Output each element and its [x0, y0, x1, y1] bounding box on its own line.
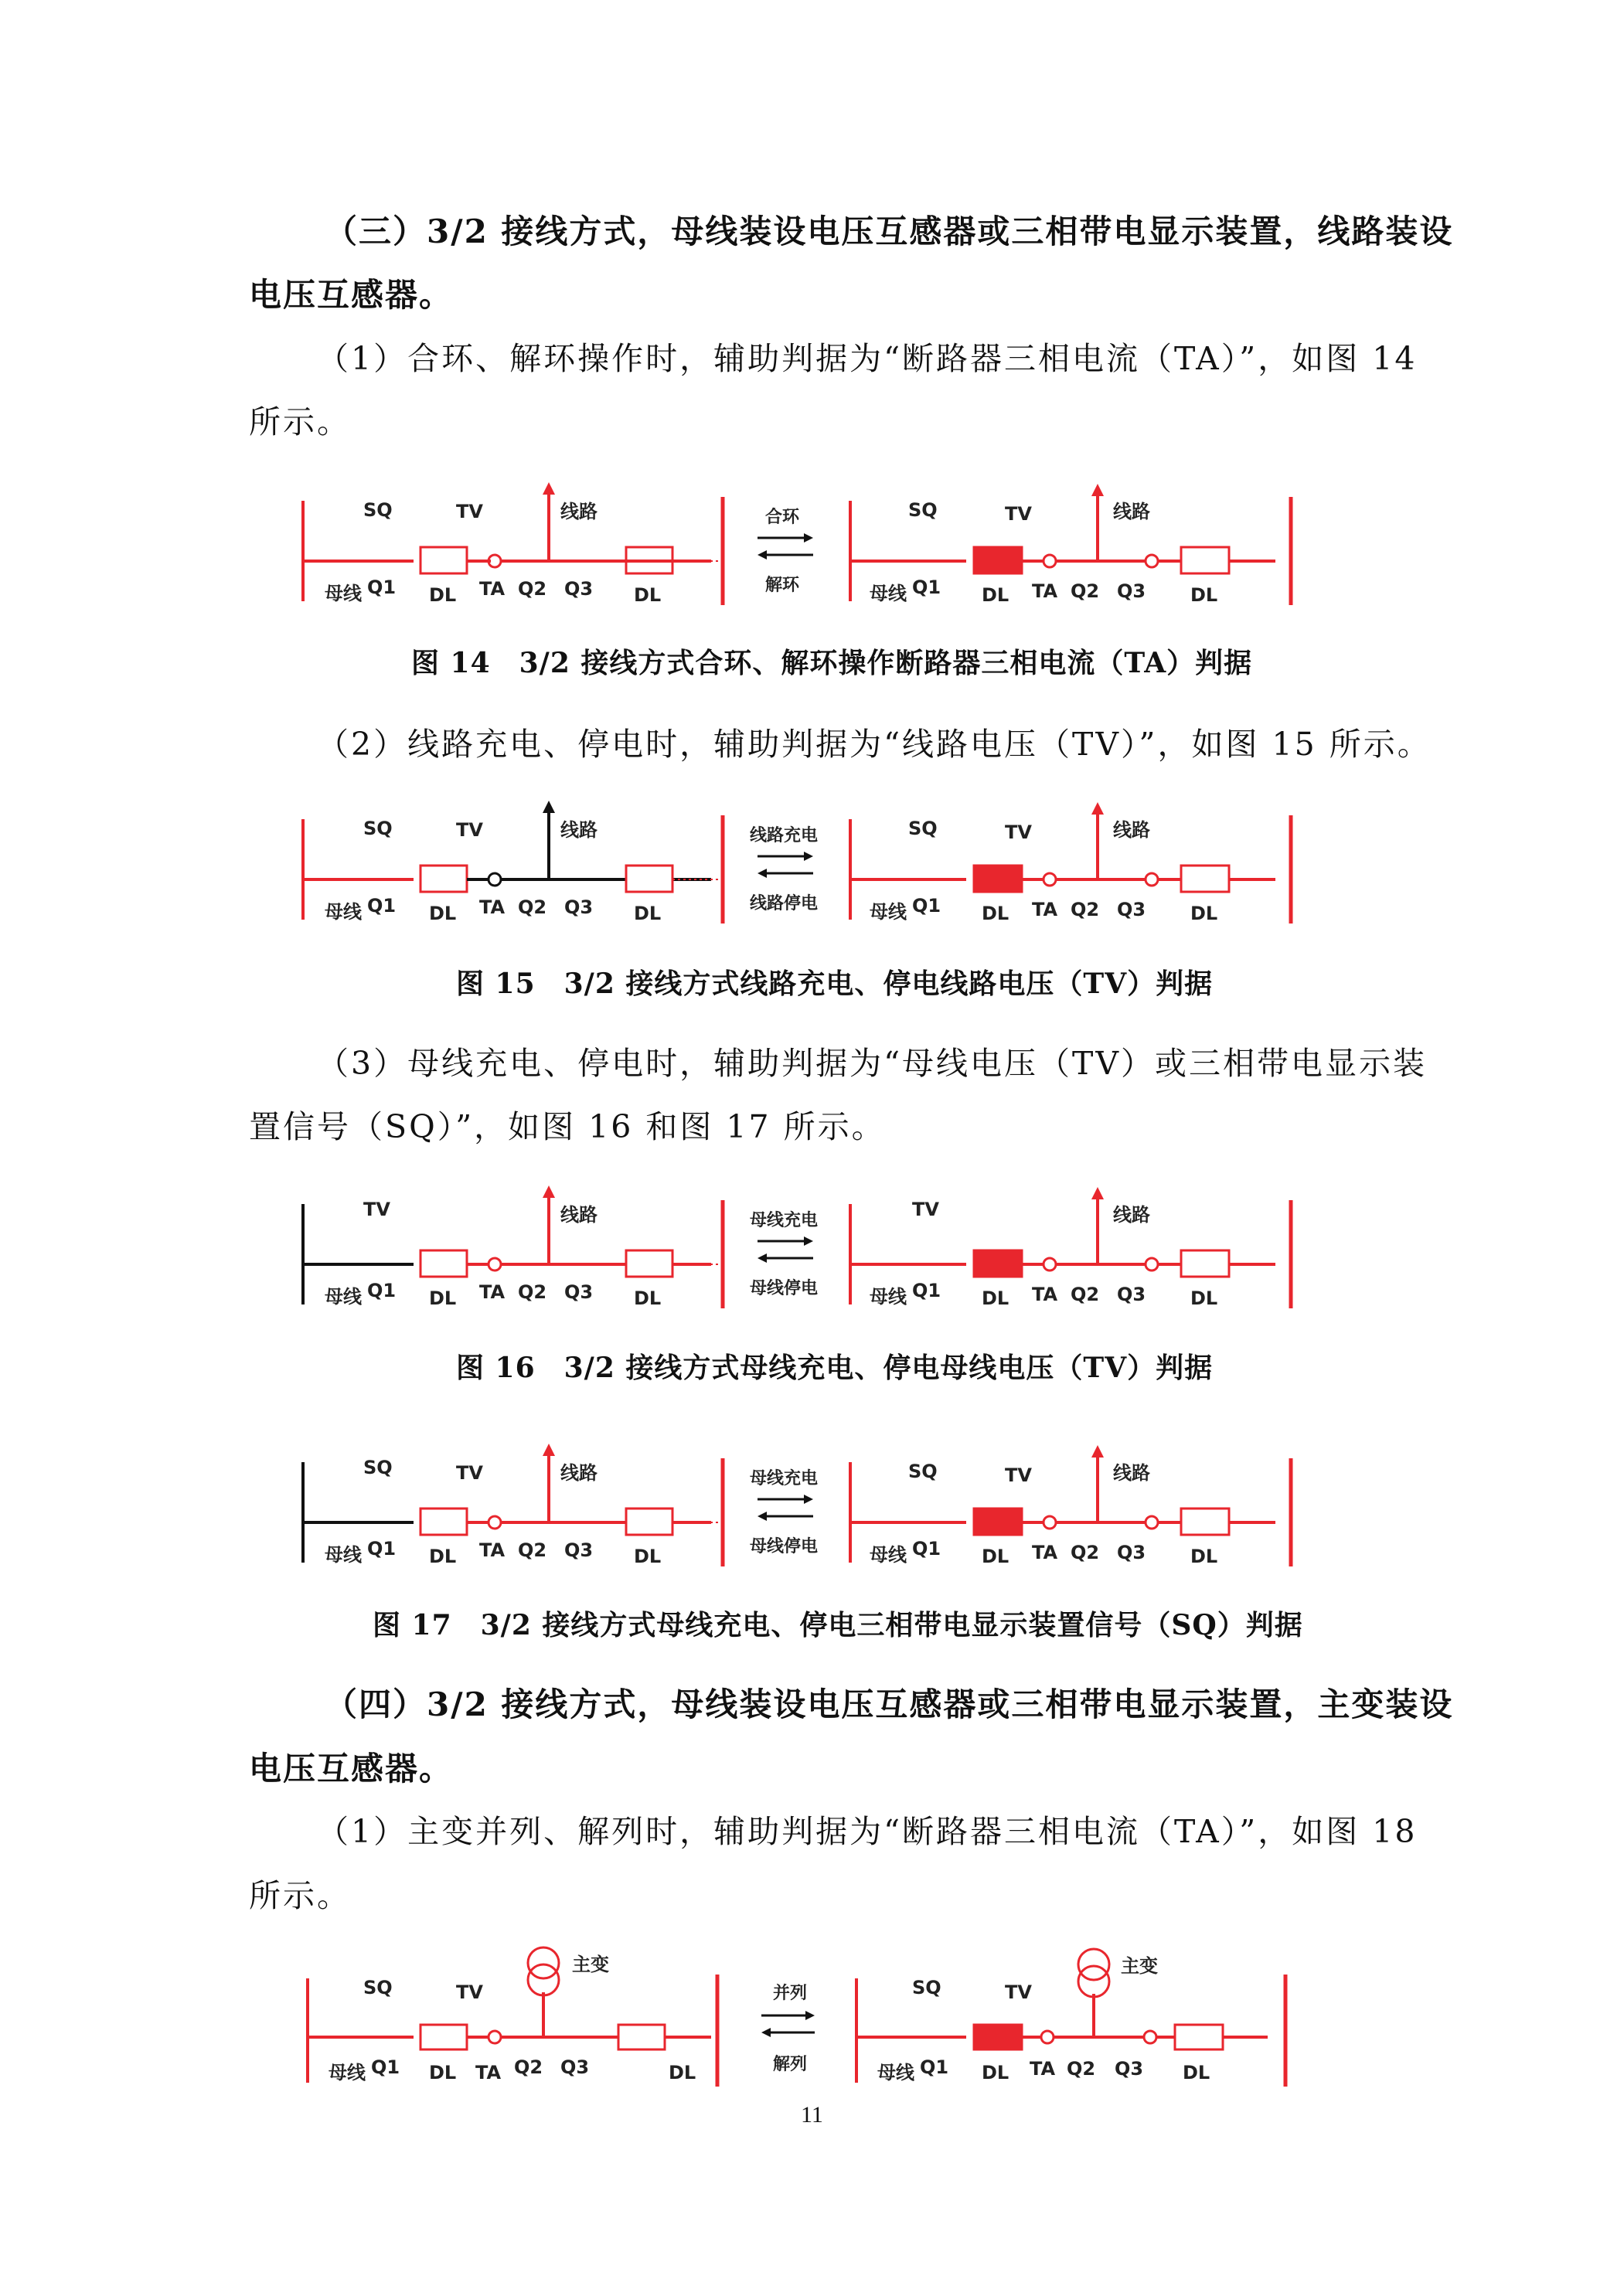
fig14-r-tv-label: TV: [1005, 503, 1032, 525]
fig14-r-q1-label: Q1: [912, 577, 941, 598]
fig14-r-bus-label: 母线: [870, 583, 907, 604]
section4-heading-line2: 电压互感器。: [249, 1750, 454, 1787]
fig17-dl-label: DL: [429, 1546, 457, 1567]
fig18-r-bus-label: 母线: [877, 2062, 914, 2083]
fig17-r-bus-label: 母线: [870, 1544, 907, 1566]
fig16-tv-label: TV: [363, 1199, 390, 1220]
fig18-r-q1-label: Q1: [920, 2056, 949, 2078]
fig14-q3-label: Q3: [564, 578, 594, 600]
fig14-caption: 图 14 3/2 接线方式合环、解环操作断路器三相电流（TA）判据: [411, 647, 1253, 679]
fig16-bus-label: 母线: [325, 1286, 362, 1308]
fig18-r-main-transformer-label: 主变: [1121, 1955, 1158, 1977]
fig16-dl-label: DL: [429, 1287, 457, 1309]
fig18-left-circuit: [308, 1947, 717, 2087]
fig15-r-ta-label: TA: [1032, 899, 1058, 920]
fig14-sq-label: SQ: [363, 499, 393, 521]
fig18-r-sq-label: SQ: [912, 1977, 941, 1998]
section4-heading-line1: （四）3/2 接线方式，母线装设电压互感器或三相带电显示装置，主变装设: [325, 1685, 1454, 1723]
figure-14-diagram: [294, 478, 1330, 617]
fig17-q3-label: Q3: [564, 1539, 594, 1561]
section3-item3-line2: 置信号（SQ）”，如图 16 和图 17 所示。: [249, 1108, 886, 1145]
fig16-arrow-bottom-label: 母线停电: [750, 1279, 819, 1298]
section3-heading-line1: （三）3/2 接线方式，母线装设电压互感器或三相带电显示装置，线路装设: [325, 213, 1454, 250]
fig14-dl-label: DL: [429, 584, 457, 606]
fig18-q2-label: Q2: [514, 2056, 543, 2078]
fig14-r-ta-label: TA: [1032, 580, 1058, 602]
fig17-r-q3-label: Q3: [1117, 1542, 1146, 1563]
fig14-r-dl2-label: DL: [1190, 584, 1218, 606]
fig18-r-dl-label: DL: [982, 2062, 1009, 2083]
fig14-r-q2-label: Q2: [1071, 580, 1100, 602]
fig18-dl-label: DL: [429, 2062, 457, 2083]
fig17-caption: 图 17 3/2 接线方式母线充电、停电三相带电显示装置信号（SQ）判据: [373, 1609, 1303, 1641]
fig18-q3-label: Q3: [560, 2056, 590, 2078]
fig17-r-ta-label: TA: [1032, 1542, 1058, 1563]
fig18-r-ta-label: TA: [1030, 2058, 1056, 2080]
fig18-sq-label: SQ: [363, 1977, 393, 1998]
fig15-arrow-top-label: 线路充电: [750, 826, 819, 845]
fig15-r-tv-label: TV: [1005, 821, 1032, 843]
fig17-tv-label: TV: [456, 1462, 483, 1484]
fig15-dl-label: DL: [429, 903, 457, 924]
fig15-caption: 图 15 3/2 接线方式线路充电、停电线路电压（TV）判据: [456, 968, 1214, 1000]
fig14-arrows: [758, 533, 813, 560]
fig15-bus-label: 母线: [325, 901, 362, 923]
fig17-bus-label: 母线: [325, 1544, 362, 1566]
fig16-r-dl-label: DL: [982, 1287, 1009, 1309]
fig17-line-label: 线路: [560, 1462, 598, 1484]
fig17-q1-label: Q1: [367, 1538, 397, 1560]
section4-item1-line2: 所示。: [249, 1877, 351, 1914]
fig14-r-dl-label: DL: [982, 584, 1009, 606]
fig15-ta-label: TA: [479, 896, 506, 918]
fig16-caption: 图 16 3/2 接线方式母线充电、停电母线电压（TV）判据: [456, 1352, 1214, 1384]
fig16-r-q2-label: Q2: [1071, 1284, 1100, 1305]
section3-item2: （2）线路充电、停电时，辅助判据为“线路电压（TV）”，如图 15 所示。: [317, 726, 1432, 763]
fig16-q1-label: Q1: [367, 1280, 397, 1301]
fig15-r-dl-label: DL: [982, 903, 1009, 924]
fig15-left-live-part: [467, 801, 711, 886]
fig17-arrows: [758, 1495, 813, 1521]
fig15-arrows: [758, 852, 813, 878]
fig15-line-label: 线路: [560, 819, 598, 841]
fig18-main-transformer-label: 主变: [572, 1954, 609, 1975]
fig14-r-line-label: 线路: [1113, 501, 1150, 522]
fig18-bus-label: 母线: [329, 2062, 366, 2083]
fig15-q3-label: Q3: [564, 896, 594, 918]
fig17-r-tv-label: TV: [1005, 1464, 1032, 1486]
fig18-r-q3-label: Q3: [1115, 2058, 1144, 2080]
figure-15-diagram: [294, 796, 1330, 935]
fig18-dl2-label: DL: [669, 2062, 696, 2083]
fig15-r-q2-label: Q2: [1071, 899, 1100, 920]
fig15-r-line-label: 线路: [1113, 819, 1150, 841]
fig17-ta-label: TA: [479, 1539, 506, 1561]
section4-item1-line1: （1）主变并列、解列时，辅助判据为“断路器三相电流（TA）”，如图 18: [317, 1813, 1418, 1850]
fig15-r-sq-label: SQ: [908, 818, 938, 839]
page-number: 11: [801, 2102, 823, 2128]
fig16-line-label: 线路: [560, 1204, 598, 1226]
fig15-tv-label: TV: [456, 819, 483, 841]
fig14-tv-label: TV: [456, 501, 483, 522]
fig17-r-line-label: 线路: [1113, 1462, 1150, 1484]
fig16-r-ta-label: TA: [1032, 1284, 1058, 1305]
fig17-r-sq-label: SQ: [908, 1461, 938, 1482]
fig16-q3-label: Q3: [564, 1281, 594, 1303]
fig14-line-label: 线路: [560, 501, 598, 522]
section3-item3-line1: （3）母线充电、停电时，辅助判据为“母线电压（TV）或三相带电显示装: [317, 1045, 1427, 1082]
figure-17-diagram: [294, 1439, 1330, 1578]
fig16-arrows: [758, 1236, 813, 1263]
fig17-r-q2-label: Q2: [1071, 1542, 1100, 1563]
figure-16-diagram: [294, 1181, 1330, 1320]
fig17-dl2-label: DL: [634, 1546, 662, 1567]
fig16-r-bus-label: 母线: [870, 1286, 907, 1308]
fig14-r-sq-label: SQ: [908, 499, 938, 521]
fig17-r-q1-label: Q1: [912, 1538, 941, 1560]
fig15-dl2-label: DL: [634, 903, 662, 924]
fig14-arrow-top-label: 合环: [765, 508, 800, 527]
fig18-arrow-top-label: 并列: [773, 1984, 808, 2003]
fig16-arrow-top-label: 母线充电: [750, 1211, 819, 1230]
fig17-r-dl2-label: DL: [1190, 1546, 1218, 1567]
fig16-r-tv-label: TV: [912, 1199, 939, 1220]
fig14-ta-label: TA: [479, 578, 506, 600]
fig18-q1-label: Q1: [371, 2056, 400, 2078]
fig18-r-dl2-label: DL: [1183, 2062, 1210, 2083]
fig14-dl2-label: DL: [634, 584, 662, 606]
fig16-q2-label: Q2: [518, 1281, 547, 1303]
fig14-r-q3-label: Q3: [1117, 580, 1146, 602]
fig18-ta-label: TA: [475, 2062, 502, 2083]
fig18-r-q2-label: Q2: [1067, 2058, 1096, 2080]
fig15-r-dl2-label: DL: [1190, 903, 1218, 924]
fig14-arrow-bottom-label: 解环: [765, 576, 800, 595]
fig15-q1-label: Q1: [367, 895, 397, 917]
fig14-q2-label: Q2: [518, 578, 547, 600]
fig14-bus-label: 母线: [325, 583, 362, 604]
fig16-dl2-label: DL: [634, 1287, 662, 1309]
fig16-r-dl2-label: DL: [1190, 1287, 1218, 1309]
fig15-r-q1-label: Q1: [912, 895, 941, 917]
figure-18-diagram: [294, 1932, 1330, 2094]
fig15-sq-label: SQ: [363, 818, 393, 839]
fig16-r-q3-label: Q3: [1117, 1284, 1146, 1305]
fig16-ta-label: TA: [479, 1281, 506, 1303]
fig18-tv-label: TV: [456, 1981, 483, 2003]
fig15-r-bus-label: 母线: [870, 901, 907, 923]
fig14-q1-label: Q1: [367, 577, 397, 598]
section3-item1-line1: （1）合环、解环操作时，辅助判据为“断路器三相电流（TA）”，如图 14: [317, 340, 1418, 377]
fig18-arrows: [761, 2011, 815, 2037]
fig17-arrow-bottom-label: 母线停电: [750, 1537, 819, 1556]
section3-heading-line2: 电压互感器。: [249, 276, 454, 314]
fig15-arrow-bottom-label: 线路停电: [750, 894, 819, 913]
fig17-q2-label: Q2: [518, 1539, 547, 1561]
fig18-arrow-bottom-label: 解列: [773, 2055, 808, 2074]
fig17-r-dl-label: DL: [982, 1546, 1009, 1567]
fig16-r-line-label: 线路: [1113, 1204, 1150, 1226]
fig17-arrow-top-label: 母线充电: [750, 1469, 819, 1488]
fig15-r-q3-label: Q3: [1117, 899, 1146, 920]
transformer-icon: [528, 1947, 559, 1978]
fig16-r-q1-label: Q1: [912, 1280, 941, 1301]
fig15-q2-label: Q2: [518, 896, 547, 918]
section3-item1-line2: 所示。: [249, 403, 351, 440]
fig17-sq-label: SQ: [363, 1457, 393, 1478]
fig18-r-tv-label: TV: [1005, 1981, 1032, 2003]
